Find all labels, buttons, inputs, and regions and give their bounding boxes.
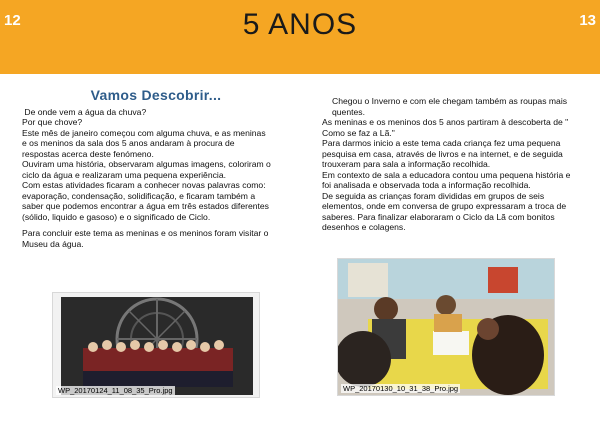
photo-caption-right: WP_20170130_10_31_38_Pro.jpg xyxy=(343,384,459,393)
right-column xyxy=(322,96,580,233)
right-body-text: As meninas e os meninos dos 5 anos partiram à descoberta de " Como se faz a Lã." Para darmos inicio a este tema cada criança fez uma pequena pesquisa em casa, através de livros e na internet, e de seguida trouxeram para sala a informação recolhida. Em contexto de sala a educadora contou uma pequena história e foi analisada e observada toda a informação recolhida. De seguida as crianças foram divididas em grupos de seis elementos, onde em conversa de grupo expressaram a troca de saberes. Para finalizar elaboraram o Ciclo da Lã com bonitos desenhos e colagens. xyxy=(322,117,571,232)
photo-caption-left: WP_20170124_11_08_35_Pro.jpg xyxy=(58,386,173,395)
left-conclusion-text: Para concluir este tema as meninas e os meninos foram visitar o Museu da água. xyxy=(22,228,271,249)
page-number-right: 13 xyxy=(579,12,596,29)
page-number-left: 12 xyxy=(4,12,21,29)
classroom-photo-image xyxy=(338,259,555,396)
museum-photo-image xyxy=(53,293,260,398)
left-body-text: De onde vem a água da chuva? Por que chove? Este mês de janeiro começou com alguma chuva, e as meninas e os meninos da sala dos 5 anos andaram à procura de respostas acerca deste fenómeno. Ouviram uma história, observaram algumas imagens, coloriram o ciclo da água e realizaram uma pequena experiência. Com estas atividades ficaram a conhecer novas palavras como: evaporação, condensação, solidificação, e ficaram também a saber que podemos encontrar a água em três estados diferentes (sólido, liquido e gasoso) e o significado de Ciclo. xyxy=(22,106,271,222)
left-column xyxy=(22,87,272,249)
classroom-photo xyxy=(337,258,555,396)
section-heading: Vamos Descobrir... xyxy=(90,87,222,103)
museum-visit-photo xyxy=(52,292,260,398)
page-header xyxy=(0,0,600,74)
right-intro-text: Chegou o Inverno e com ele chegam também as roupas mais quentes. xyxy=(332,96,570,117)
page-title: 5 ANOS xyxy=(242,8,358,41)
